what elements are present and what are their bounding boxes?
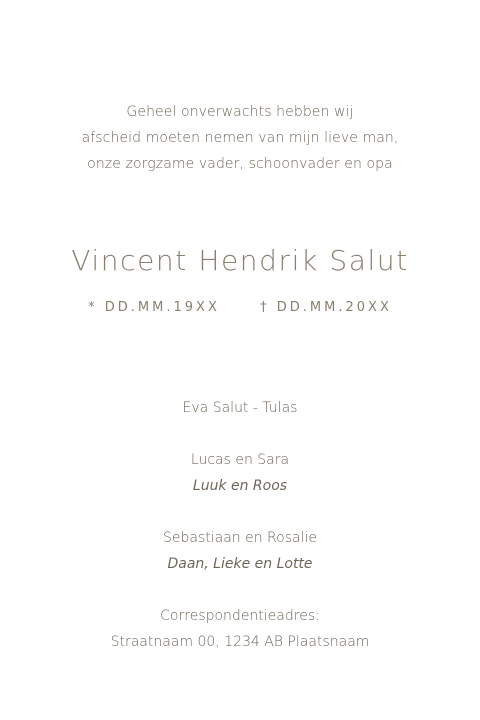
grandchildren-names: Daan, Lieke en Lotte [167, 556, 313, 572]
correspondence-address: Straatnaam 00, 1234 AB Plaatsnaam [110, 634, 370, 650]
child-names: Lucas en Sara [190, 452, 290, 468]
family-list [0, 395, 480, 655]
spouse-name: Eva Salut - Tulas [182, 400, 298, 416]
correspondence-label: Correspondentieadres: [160, 608, 320, 624]
correspondence-block [0, 603, 480, 655]
death-date: † DD.MM.20XX [260, 300, 392, 315]
intro-line-2: afscheid moeten nemen van mijn lieve man, [81, 130, 399, 146]
spouse-group [0, 395, 480, 421]
deceased-name: Vincent Hendrik Salut [71, 244, 409, 277]
grandchildren-names: Luuk en Roos [192, 478, 288, 494]
intro-line-1: Geheel onverwachts hebben wij [126, 104, 354, 120]
intro-text [0, 99, 480, 177]
child-group [0, 447, 480, 499]
child-group [0, 525, 480, 577]
life-dates [0, 300, 480, 315]
birth-date: * DD.MM.19XX [88, 300, 220, 315]
intro-line-3: onze zorgzame vader, schoonvader en opa [87, 156, 393, 172]
child-names: Sebastiaan en Rosalie [163, 530, 317, 546]
